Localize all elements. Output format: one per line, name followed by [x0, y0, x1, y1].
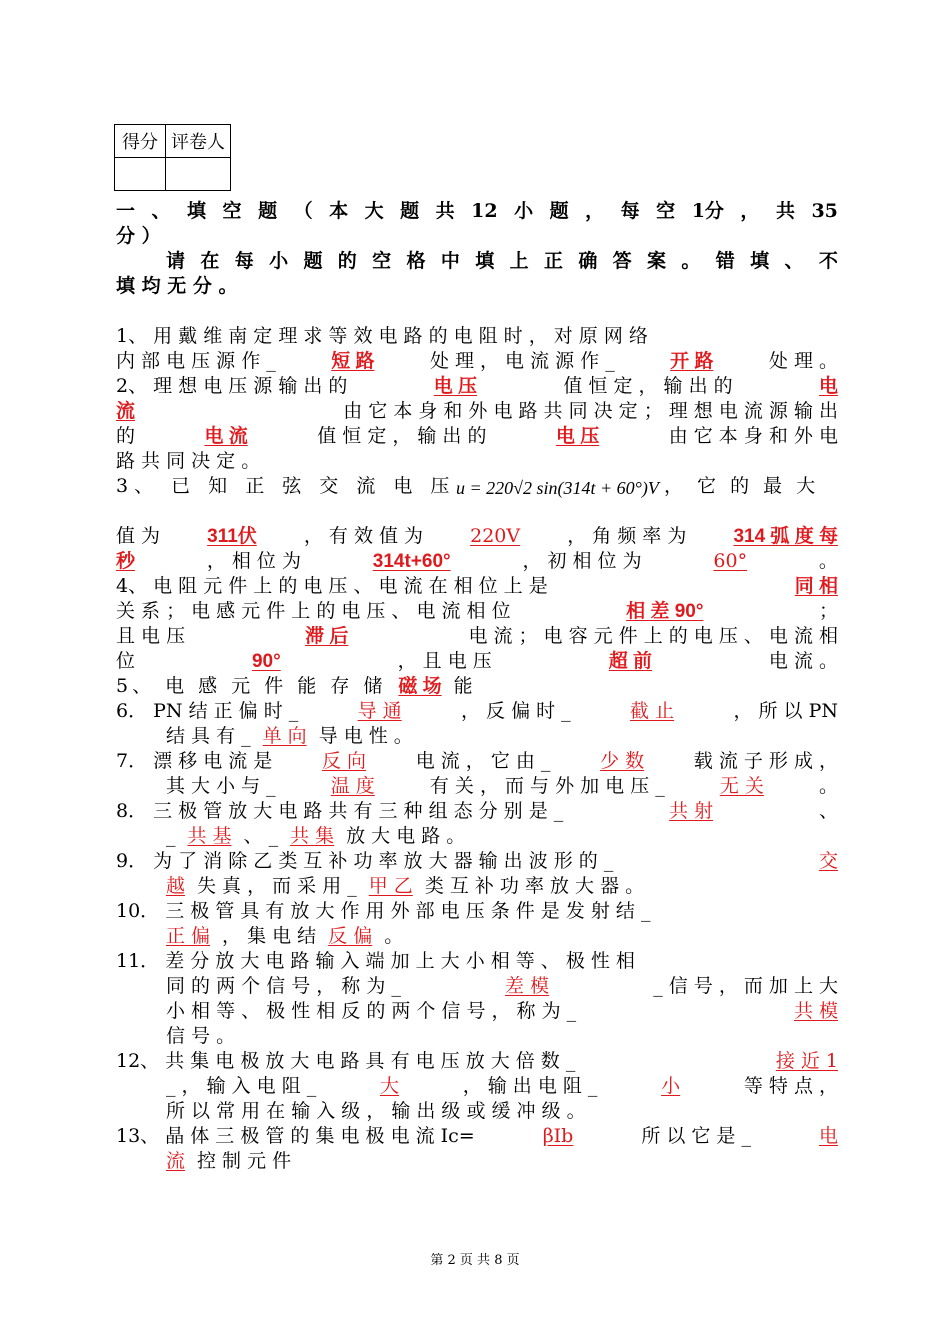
- instruction-token: 填: [750, 250, 770, 272]
- answer: 导 通: [357, 700, 402, 722]
- section-title-token: 小: [514, 200, 534, 222]
- q2-line1: 2、 理 想 电 压 源 输 出 的 电 压 值 恒 定 ， 输 出 的 电: [116, 375, 838, 397]
- answer: 共 模: [793, 1000, 838, 1022]
- answer: 小: [661, 1075, 681, 1097]
- instruction-token: 错: [715, 250, 735, 272]
- score-table: [114, 124, 231, 191]
- answer: 流: [166, 1150, 186, 1172]
- instruction-token: 空: [372, 250, 392, 272]
- section-title-token: 题: [400, 200, 420, 222]
- q10-line1: 10． 三 极 管 具 有 放 大 作 用 外 部 电 压 条 件 是 发 射 结 _: [116, 900, 651, 922]
- answer: 电 压: [555, 426, 600, 447]
- q5-line: 5、 电 感 元 件 能 存 储 磁 场 能: [116, 675, 473, 697]
- q12-line3: 所 以 常 用 在 输 入 级 ， 输 出 级 或 缓 冲 级 。: [166, 1100, 586, 1122]
- answer: 相 差 90°: [626, 601, 704, 622]
- q3-line2: 值 为 311伏 ， 有 效 值 为 220V ， 角 频 率 为 314 弧 度 每: [116, 525, 838, 547]
- instruction-token: 确: [578, 250, 598, 272]
- score-cell: [115, 158, 166, 191]
- voltage-formula: u = 220√2 sin(314t + 60°)V: [456, 478, 659, 498]
- answer: 差 模: [505, 975, 550, 997]
- q4-line1: 4、 电 阻 元 件 上 的 电 压 、 电 流 在 相 位 上 是 同 相: [116, 575, 838, 597]
- q11-line2: 同 的 两 个 信 号 ， 称 为 _ 差 模 _ 信 号 ， 而 加 上 大: [166, 975, 838, 997]
- answer: 接 近 1: [775, 1050, 838, 1072]
- section-title-token: 每: [620, 200, 640, 222]
- q3-line1-tail: ， 它 的 最 大: [664, 475, 820, 497]
- answer: 311伏: [207, 526, 257, 547]
- q12-line1: 12、 共 集 电 极 放 大 电 路 具 有 电 压 放 大 倍 数 _ 接 近 1: [116, 1050, 838, 1072]
- q2-line4: 路 共 同 决 定 。: [116, 450, 261, 472]
- section-title-token: 本: [329, 200, 349, 222]
- instruction-line2: 填 均 无 分 。: [116, 275, 238, 297]
- instruction-token: 在: [200, 250, 220, 272]
- answer: 220V: [470, 525, 521, 547]
- answer: 开 路: [670, 351, 714, 372]
- answer: 电: [818, 1125, 838, 1147]
- grader-cell: [166, 158, 231, 191]
- instruction-token: 正: [543, 250, 563, 272]
- answer: 同 相: [794, 576, 838, 597]
- section-title-token: 题: [258, 200, 278, 222]
- q4-line4: 位 90° ， 且 电 压 超 前 电 流 。: [116, 650, 838, 672]
- section-title-token: 填: [187, 200, 207, 222]
- section-title-token: 12: [471, 200, 498, 222]
- instruction-token: 答: [612, 250, 632, 272]
- answer: 截 止: [630, 700, 675, 722]
- q13-line2: 流 控 制 元 件: [166, 1150, 292, 1172]
- answer: 共 集: [290, 825, 335, 847]
- q1-line1: 1、 用 戴 维 南 定 理 求 等 效 电 路 的 电 阻 时 ， 对 原 网 络: [116, 325, 648, 347]
- section-title-token: ，: [585, 200, 605, 222]
- instruction-token: 中: [440, 250, 460, 272]
- answer: 单 向: [262, 725, 307, 747]
- q1-line2: 内 部 电 压 源 作 _ 短 路 处 理 ， 电 流 源 作 _ 开 路 处 理 。: [116, 350, 838, 372]
- q2-line2: 流 由 它 本 身 和 外 电 路 共 同 决 定 ； 理 想 电 流 源 输 出: [116, 400, 838, 422]
- answer: βIb: [542, 1125, 574, 1147]
- answer: 超 前: [608, 651, 652, 672]
- answer: 电 流: [204, 426, 248, 447]
- answer: 电 压: [433, 376, 478, 397]
- instruction-line1: [166, 249, 838, 274]
- q6-line1: 6． PN 结 正 偏 时 _ 导 通 ， 反 偏 时 _ 截 止 ， 所 以 PN: [116, 700, 838, 722]
- q3-line3: 秒 ， 相 位 为 314t+60° ， 初 相 位 为 60° 。: [116, 550, 838, 572]
- section-title-token: 共: [775, 200, 795, 222]
- q7-line2: 其 大 小 与 _ 温 度 有 关 ， 而 与 外 加 电 压 _ 无 关 。: [166, 775, 838, 797]
- answer: 越: [166, 875, 186, 897]
- section-title-token: 空: [656, 200, 676, 222]
- answer: 秒: [116, 551, 136, 572]
- q11-line1: 11． 差 分 放 大 电 路 输 入 端 加 上 大 小 相 等 、 极 性 相: [116, 950, 635, 972]
- instruction-token: 每: [234, 250, 254, 272]
- section-title-token: 共: [435, 200, 455, 222]
- score-header: 得分: [115, 125, 166, 158]
- instruction-token: 不: [818, 250, 838, 272]
- q11-line3: 小 相 等 、 极 性 相 反 的 两 个 信 号 ， 称 为 _ 共 模: [166, 1000, 838, 1022]
- answer: 314 弧 度 每: [733, 526, 838, 547]
- section-title-token: 空: [222, 200, 242, 222]
- answer: 少 数: [600, 750, 645, 772]
- section-title-token: 大: [364, 200, 384, 222]
- instruction-token: 案: [647, 250, 667, 272]
- section-title-line2: 分 ）: [116, 225, 161, 247]
- instruction-token: 的: [337, 250, 357, 272]
- instruction-token: 、: [784, 250, 804, 272]
- section-title-token: ，: [740, 200, 760, 222]
- q12-line2: _ ， 输 入 电 阻 _ 大 ， 输 出 电 阻 _ 小 等 特 点 ，: [166, 1075, 838, 1097]
- answer: 磁 场: [398, 676, 442, 697]
- answer: 电: [818, 376, 838, 397]
- answer: 滞 后: [305, 626, 349, 647]
- answer: 正 偏: [166, 925, 211, 947]
- q13-line1: 13、 晶 体 三 极 管 的 集 电 极 电 流 Ic= βIb 所 以 它 是 _ 电: [116, 1125, 838, 1147]
- q9-line1: 9． 为 了 消 除 乙 类 互 补 功 率 放 大 器 输 出 波 形 的 _ 交: [116, 850, 838, 872]
- q2-line3: 的 电 流 值 恒 定 ， 输 出 的 电 压 由 它 本 身 和 外 电: [116, 425, 838, 447]
- section-title-token: （: [293, 200, 313, 222]
- q8-line2: _ 共 基 、 _ 共 集 放 大 电 路 。: [166, 825, 466, 847]
- answer: 314t+60°: [372, 551, 451, 572]
- q10-line2: 正 偏 ， 集 电 结 反 偏 。: [166, 925, 404, 947]
- answer: 共 基: [187, 825, 232, 847]
- answer: 短 路: [331, 351, 375, 372]
- q11-line4: 信 号 。: [166, 1025, 236, 1047]
- answer: 共 射: [669, 800, 714, 822]
- section-title-token: 35: [811, 200, 838, 222]
- q6-line2: 结 具 有 _ 单 向 导 电 性 。: [166, 725, 413, 747]
- answer: 温 度: [330, 775, 375, 797]
- answer: 大: [379, 1075, 399, 1097]
- q3-line1: 3、 已 知 正 弦 交 流 电 压: [116, 475, 456, 497]
- q9-line2: 越 失 真 ， 而 采 用 _ 甲 乙 类 互 补 功 率 放 大 器 。: [166, 875, 645, 897]
- instruction-token: 格: [406, 250, 426, 272]
- page-footer: 第 2 页 共 8 页: [430, 1253, 520, 1268]
- answer: 反 偏: [328, 925, 373, 947]
- q7-line1: 7． 漂 移 电 流 是 反 向 电 流 ， 它 由 _ 少 数 载 流 子 形 成 ，: [116, 750, 838, 772]
- grader-header: 评卷人: [166, 125, 231, 158]
- section-title-token: 一: [116, 200, 136, 222]
- q4-line3: 且 电 压 滞 后 电 流 ； 电 容 元 件 上 的 电 压 、 电 流 相: [116, 625, 838, 647]
- instruction-token: 填: [475, 250, 495, 272]
- section-title-token: 题: [549, 200, 569, 222]
- instruction-token: 上: [509, 250, 529, 272]
- answer: 90°: [251, 651, 281, 672]
- instruction-token: 题: [303, 250, 323, 272]
- q8-line1: 8． 三 极 管 放 大 电 路 共 有 三 种 组 态 分 别 是 _ 共 射 、: [116, 800, 838, 822]
- section-title-token: 1分: [691, 200, 724, 222]
- section-title-token: 、: [151, 200, 171, 222]
- answer: 反 向: [321, 750, 367, 772]
- answer: 流: [116, 401, 136, 422]
- section-title-line1: [116, 199, 838, 224]
- instruction-token: 请: [166, 250, 186, 272]
- answer: 60°: [713, 550, 748, 572]
- q4-line2: 关 系 ； 电 感 元 件 上 的 电 压 、 电 流 相 位 相 差 90° ；: [116, 600, 838, 622]
- answer: 甲 乙: [368, 875, 413, 897]
- answer: 交: [818, 850, 838, 872]
- instruction-token: 。: [681, 250, 701, 272]
- instruction-token: 小: [269, 250, 289, 272]
- answer: 无 关: [719, 775, 764, 797]
